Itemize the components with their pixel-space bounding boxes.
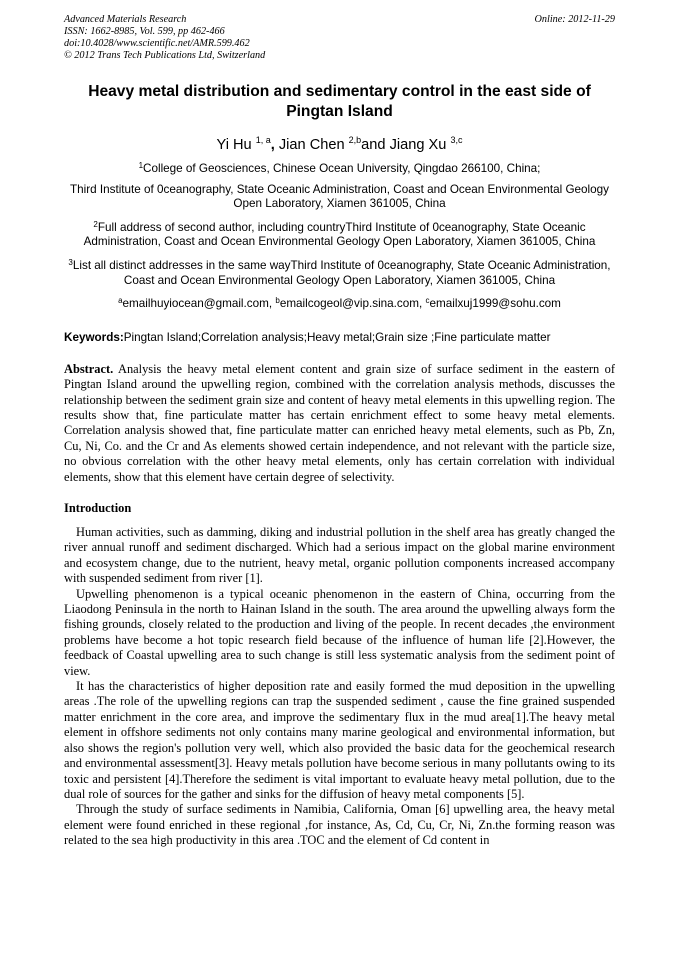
email-line: $^a$emailhuyiocean@gmail.com, $^b$emailcogeol@vip.sina.com, $^c$emailxuj1999@sohu.com xyxy=(118,296,561,311)
abstract xyxy=(64,362,615,485)
paragraph: Human activities, such as damming, diking and industrial pollution in the shelf area has greatly changed the river annual runoff and sediment discharged. Which had a serious impact on the global marine environment and ecosystem change, due to the nutrient, heavy metal, organic pollution components increased accompany with suspended sediment from river [1]. xyxy=(64,525,615,586)
email-link[interactable]: emailhuyiocean@gmail.com xyxy=(122,297,269,311)
affiliation-text: List all distinct addresses in the same wayThird Institute of 0ceanography, State Oceanic Administration, Coast and Ocean Environmental Geology Open Laboratory, Xiamen 361005, China xyxy=(72,258,611,287)
keywords xyxy=(64,330,615,345)
keywords-text: Pingtan Island;Correlation analysis;Heavy metal;Grain size ;Fine particulate matter xyxy=(123,330,551,344)
paper-title: Heavy metal distribution and sedimentary control in the east side of Pingtan Island xyxy=(88,83,591,120)
abstract-label: Abstract. xyxy=(64,361,114,376)
affiliation-sup: 3 xyxy=(68,257,73,267)
author-sup: 3,c xyxy=(450,135,463,145)
affiliation-sup: 1 xyxy=(138,161,144,170)
paragraph: It has the characteristics of higher deposition rate and easily formed the mud deposition in the upwelling areas .The role of the upwelling regions can trap the suspended sediment , cause the fine grained suspended matter enrichment in the core area, and improve the sedimentary flux in the mud area[1].The heavy metal element in offshore sediments not only contains many marine geological and environmental information, but also shows the region's pollution very well, which also provided the basic data for the geochemical research and environmental assessment[3]. Heavy metals pollution have become serious in many pollutants owing to its toxic and persistent [4].Therefore the sediment is vital important to evaluate heavy metal pollution, due to the dual role of sources for the gather and sinks for the diffusion of heavy metal components [5]. xyxy=(64,679,615,801)
paragraph: Upwelling phenomenon is a typical oceanic phenomenon in the eastern of China, occurring from the Liaodong Peninsula in the north to Hainan Island in the south. The area around the upwelling always form the fishing grounds, closely related to the production and living of the people. In recent decades ,the environment problems have become a hot topic research field because of the influence of human life [2].However, the feedback of Coastal upwelling area to such change is still less systematic analysis from the sediment point of view. xyxy=(64,586,615,678)
affiliation-1 xyxy=(64,159,615,177)
author-separator: , xyxy=(270,137,275,153)
affiliation-sup: 2 xyxy=(93,219,98,229)
online-date: Online: 2012-11-29 xyxy=(534,14,615,25)
email-sup: a xyxy=(118,296,123,306)
introduction-body xyxy=(64,525,615,849)
affiliation-text: College of Geosciences, Chinese Ocean University, Qingdao 266100, China; xyxy=(143,162,541,175)
copyright-line: © 2012 Trans Tech Publications Ltd, Switzerland xyxy=(64,50,266,61)
section-heading-introduction: Introduction xyxy=(64,501,132,515)
keywords-label: Keywords: xyxy=(64,330,124,344)
author-line xyxy=(64,131,615,154)
affiliation-text: Full address of second author, including countryThird Institute of 0ceanography, State Oceanic Administration, Coast and Ocean Environmental Geology Open Laboratory, Xiamen 361005, China xyxy=(83,220,596,249)
affiliation-1b xyxy=(64,183,615,212)
affiliation-2 xyxy=(64,218,615,250)
author-name: Yi Hu xyxy=(216,137,252,153)
email-link[interactable]: emailxuj1999@sohu.com xyxy=(429,297,561,311)
email-sup: c xyxy=(425,296,430,306)
author-sup: 1, a xyxy=(255,135,271,145)
abstract-text: Analysis the heavy metal element content and grain size of surface sediment in the eastern of Pingtan Island around the upwelling region, combined with the correlation analysis methods, discusses the relationship between the sediment grain size and content of heavy metal elements in this upwelling region. The results show that, fine particulate matter has certain enrichment effect to some heavy metal elements. Correlation analysis showed that, fine particulate matter can enriched heavy metal elements, such as Pb, Zn, Cu, Ni, Co. and the Cr and As elements showed certain independence, and not relevant with the particle size, no obvious correlation with the other heavy metal elements, only has certain correlation with individual elements, show that this element have certain degree of selectivity. xyxy=(64,361,615,484)
journal-name: Advanced Materials Research xyxy=(64,14,187,25)
affiliation-text: Third Institute of 0ceanography, State Oceanic Administration, Coast and Ocean Environmental Geology Open Laboratory, Xiamen 361005, China xyxy=(69,182,609,211)
author-name: Jiang Xu xyxy=(389,137,447,153)
email-link[interactable]: emailcogeol@vip.sina.com xyxy=(279,297,420,311)
author-name: Jian Chen xyxy=(278,137,345,153)
issn-line: ISSN: 1662-8985, Vol. 599, pp 462-466 xyxy=(64,26,225,37)
paragraph: Through the study of surface sediments in Namibia, California, Oman [6] upwelling area, the heavy metal element were found enriched in these regional ,for instance, As, Cd, Cu, Cr, Ni, Zn.the forming reason was related to the sea high productivity in this area .TOC and the element of Cd content in xyxy=(64,802,615,848)
author-separator: and xyxy=(361,137,386,153)
journal-header xyxy=(64,14,615,62)
email-sup: b xyxy=(275,296,280,306)
author-sup: 2,b xyxy=(348,135,362,145)
affiliation-3 xyxy=(64,256,615,288)
doi-line: doi:10.4028/www.scientific.net/AMR.599.462 xyxy=(64,38,250,49)
paper-page xyxy=(64,14,615,849)
